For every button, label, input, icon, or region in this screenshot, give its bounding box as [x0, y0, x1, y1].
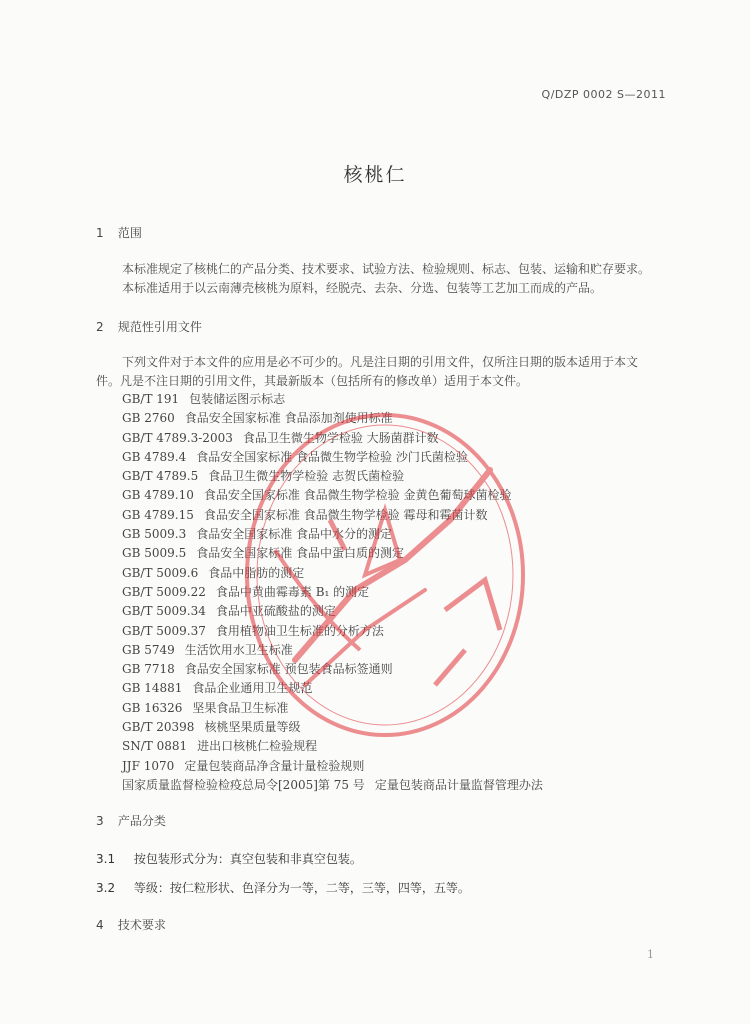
scope-paragraph-1: 本标准规定了核桃仁的产品分类、技术要求、试验方法、检验规则、标志、包装、运输和贮存要求。	[122, 262, 651, 276]
reference-item	[122, 679, 543, 698]
reference-item	[122, 564, 543, 583]
reference-item	[122, 544, 543, 563]
reference-code: GB/T 4789.3-2003	[122, 430, 233, 445]
reference-code: JJF 1070	[122, 758, 175, 773]
clause-text: 按包装形式分为：真空包装和非真空包装。	[133, 852, 362, 866]
reference-item	[122, 660, 543, 679]
reference-item	[122, 448, 543, 467]
reference-title: 食品中亚硫酸盐的测定	[215, 604, 336, 619]
reference-item	[122, 718, 543, 737]
section-heading-classification	[96, 812, 166, 829]
reference-code: GB 5009.3	[122, 527, 187, 542]
reference-item	[122, 486, 543, 505]
reference-code: GB/T 5009.37	[122, 623, 206, 638]
reference-title: 食品安全国家标准 食品微生物学检验 霉母和霉菌计数	[203, 507, 488, 522]
reference-code: GB 4789.4	[122, 449, 187, 464]
reference-title: 食品企业通用卫生规范	[192, 681, 313, 696]
reference-code: GB/T 4789.5	[122, 469, 199, 484]
clause-number: 3.2	[96, 881, 116, 895]
section-heading-scope	[96, 224, 142, 241]
reference-item	[122, 602, 543, 621]
reference-item	[122, 737, 543, 756]
reference-title: 食品中脂肪的测定	[208, 565, 305, 580]
reference-code: GB 5749	[122, 642, 175, 657]
reference-title: 食品安全国家标准 食品添加剂使用标准	[184, 411, 393, 426]
reference-title: 食品卫生微生物学检验 大肠菌群计数	[242, 430, 439, 445]
reference-title: 核桃坚果质量等级	[204, 720, 301, 735]
section-number: 3	[96, 814, 104, 828]
reference-code: GB 4789.15	[122, 507, 194, 522]
section-title: 范围	[117, 226, 142, 240]
reference-code: GB 2760	[122, 411, 175, 426]
page-number: 1	[647, 948, 654, 961]
reference-code: GB 14881	[122, 681, 183, 696]
reference-item	[122, 583, 543, 602]
reference-item	[122, 506, 543, 525]
reference-code: GB 7718	[122, 662, 175, 677]
section-heading-technical-requirements	[96, 916, 166, 933]
section-heading-references	[96, 318, 202, 335]
section-title: 产品分类	[117, 814, 166, 828]
reference-title: 食品安全国家标准 食品中水分的测定	[196, 527, 393, 542]
reference-code: GB/T 5009.6	[122, 565, 199, 580]
reference-item	[122, 525, 543, 544]
reference-item	[122, 699, 543, 718]
clause-3-2	[96, 879, 470, 896]
reference-code: 国家质量监督检验检疫总局令[2005]第 75 号	[122, 777, 365, 792]
reference-item	[122, 429, 543, 448]
reference-code: GB 16326	[122, 700, 183, 715]
reference-item	[122, 757, 543, 776]
reference-code: GB/T 191	[122, 392, 180, 406]
reference-title: 生活饮用水卫生标准	[184, 642, 293, 657]
reference-list	[122, 390, 543, 795]
reference-title: 定量包装商品净含量计量检验规则	[184, 758, 365, 773]
reference-item	[122, 641, 543, 660]
reference-code: GB 4789.10	[122, 488, 194, 503]
clause-3-1	[96, 850, 362, 867]
clause-text: 等级：按仁粒形状、色泽分为一等，二等，三等，四等，五等。	[133, 881, 470, 895]
reference-item	[122, 390, 543, 409]
references-intro-line-1: 下列文件对于本文件的应用是必不可少的。凡是注日期的引用文件，仅所注日期的版本适用于本文	[122, 355, 639, 369]
section-number: 1	[96, 226, 104, 240]
section-number: 4	[96, 918, 104, 932]
reference-item	[122, 776, 543, 795]
reference-code: GB 5009.5	[122, 546, 187, 561]
reference-title: 食品安全国家标准 预包装食品标签通则	[184, 662, 393, 677]
reference-title: 定量包装商品计量监督管理办法	[374, 777, 543, 792]
reference-title: 坚果食品卫生标准	[192, 700, 289, 715]
standard-number: Q/DZP 0002 S—2011	[541, 88, 666, 101]
reference-item	[122, 467, 543, 486]
section-title: 规范性引用文件	[117, 320, 202, 334]
scope-paragraph-2: 本标准适用于以云南薄壳核桃为原料，经脱壳、去杂、分选、包装等工艺加工而成的产品。	[122, 281, 603, 295]
reference-title: 食品安全国家标准 食品微生物学检验 金黄色葡萄球菌检验	[203, 488, 512, 503]
reference-code: GB/T 5009.34	[122, 604, 206, 619]
reference-title: 食品中黄曲霉毒素 B₁ 的测定	[215, 584, 370, 599]
reference-code: GB/T 5009.22	[122, 584, 206, 599]
page-title: 核桃仁	[343, 164, 407, 186]
reference-title: 食品卫生微生物学检验 志贺氏菌检验	[208, 469, 405, 484]
reference-item	[122, 622, 543, 641]
references-intro-line-2: 件。凡是不注日期的引用文件，其最新版本（包括所有的修改单）适用于本文件。	[96, 374, 529, 388]
reference-item	[122, 409, 543, 428]
reference-code: SN/T 0881	[122, 739, 188, 754]
reference-title: 包装储运图示标志	[189, 392, 286, 406]
reference-title: 食品安全国家标准 食品中蛋白质的测定	[196, 546, 405, 561]
section-title: 技术要求	[117, 918, 166, 932]
clause-number: 3.1	[96, 852, 116, 866]
reference-code: GB/T 20398	[122, 720, 195, 735]
reference-title: 食用植物油卫生标准的分析方法	[215, 623, 384, 638]
reference-title: 进出口核桃仁检验规程	[197, 739, 318, 754]
reference-title: 食品安全国家标准 食品微生物学检验 沙门氏菌检验	[196, 449, 468, 464]
section-number: 2	[96, 320, 104, 334]
